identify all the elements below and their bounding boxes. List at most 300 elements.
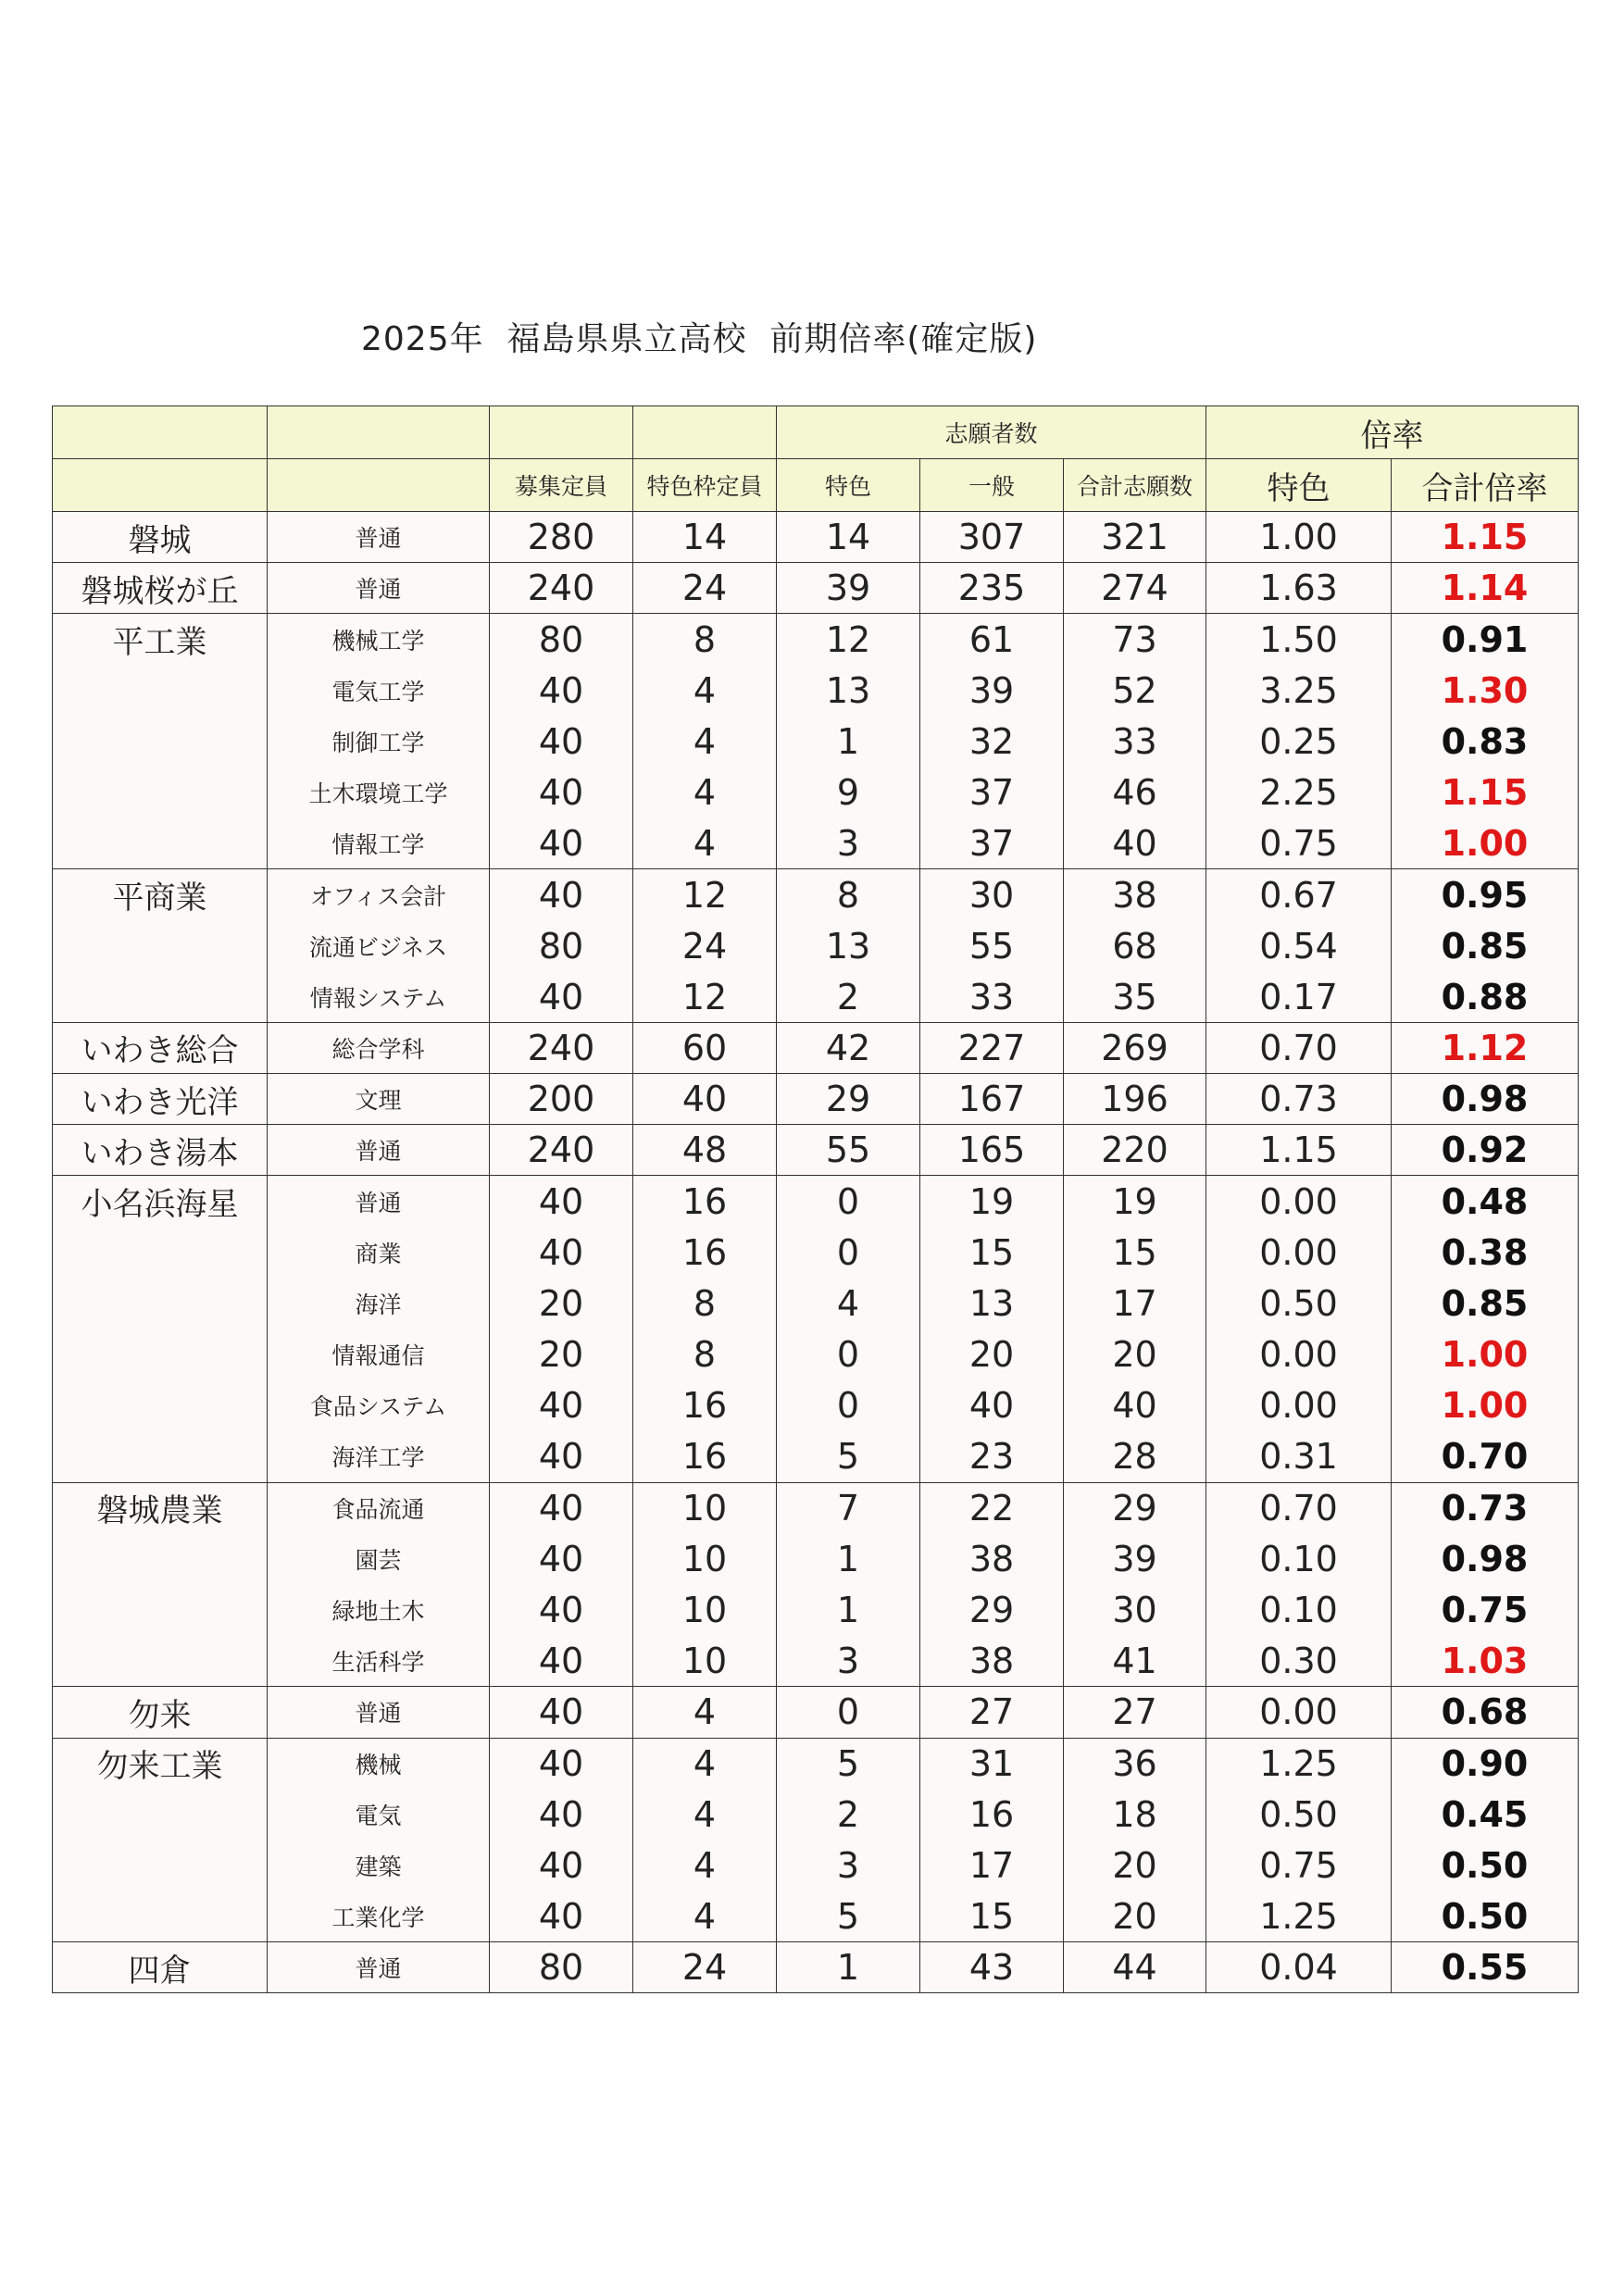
table-row — [53, 1636, 1579, 1687]
total-ratio-cell: 0.70 — [1392, 1431, 1579, 1482]
table-row — [53, 818, 1579, 869]
page-title: 2025年 福島県県立高校 前期倍率(確定版) — [361, 320, 1038, 358]
total-applicants-cell: 30 — [1064, 1584, 1206, 1635]
total-ratio-cell: 0.85 — [1392, 1278, 1579, 1329]
total-ratio-cell: 0.38 — [1392, 1227, 1579, 1278]
capacity-cell: 40 — [490, 1789, 633, 1840]
special-applicants-cell: 1 — [777, 716, 920, 767]
school-name: 磐城桜が丘 — [53, 563, 268, 614]
total-applicants-cell: 36 — [1064, 1738, 1206, 1789]
total-ratio-cell: 1.00 — [1392, 1329, 1579, 1380]
special-capacity-cell: 4 — [633, 1840, 777, 1890]
special-capacity-cell: 14 — [633, 512, 777, 563]
special-applicants-cell: 29 — [777, 1074, 920, 1125]
table-row — [53, 1584, 1579, 1635]
total-applicants-cell: 274 — [1064, 563, 1206, 614]
total-applicants-cell: 15 — [1064, 1227, 1206, 1278]
header-special-capacity: 特色枠定員 — [633, 459, 777, 512]
course-name: 海洋 — [268, 1278, 490, 1329]
header-cell-blank — [268, 459, 490, 512]
capacity-cell: 40 — [490, 1533, 633, 1584]
school-name — [53, 1891, 268, 1942]
special-ratio-cell: 0.73 — [1206, 1074, 1392, 1125]
total-ratio-cell: 0.73 — [1392, 1482, 1579, 1533]
school-name: 平工業 — [53, 614, 268, 665]
school-name — [53, 1789, 268, 1840]
special-capacity-cell: 4 — [633, 1891, 777, 1942]
header-general: 一般 — [920, 459, 1064, 512]
capacity-cell: 240 — [490, 1125, 633, 1176]
general-applicants-cell: 39 — [920, 665, 1064, 716]
special-ratio-cell: 0.00 — [1206, 1329, 1392, 1380]
school-name: 磐城農業 — [53, 1482, 268, 1533]
total-applicants-cell: 33 — [1064, 716, 1206, 767]
total-applicants-cell: 40 — [1064, 1380, 1206, 1431]
school-name — [53, 971, 268, 1022]
special-applicants-cell: 12 — [777, 614, 920, 665]
special-applicants-cell: 3 — [777, 818, 920, 869]
total-ratio-cell: 0.92 — [1392, 1125, 1579, 1176]
school-name: 四倉 — [53, 1942, 268, 1993]
special-ratio-cell: 0.70 — [1206, 1022, 1392, 1073]
special-applicants-cell: 55 — [777, 1125, 920, 1176]
special-capacity-cell: 40 — [633, 1074, 777, 1125]
general-applicants-cell: 235 — [920, 563, 1064, 614]
special-capacity-cell: 16 — [633, 1227, 777, 1278]
school-name — [53, 716, 268, 767]
total-ratio-cell: 1.15 — [1392, 512, 1579, 563]
capacity-cell: 80 — [490, 1942, 633, 1993]
total-ratio-cell: 0.85 — [1392, 920, 1579, 971]
general-applicants-cell: 38 — [920, 1533, 1064, 1584]
general-applicants-cell: 13 — [920, 1278, 1064, 1329]
general-applicants-cell: 29 — [920, 1584, 1064, 1635]
general-applicants-cell: 38 — [920, 1636, 1064, 1687]
school-name — [53, 1278, 268, 1329]
general-applicants-cell: 37 — [920, 818, 1064, 869]
total-applicants-cell: 269 — [1064, 1022, 1206, 1073]
special-applicants-cell: 5 — [777, 1738, 920, 1789]
header-row-1 — [53, 406, 1579, 459]
special-applicants-cell: 42 — [777, 1022, 920, 1073]
special-ratio-cell: 1.63 — [1206, 563, 1392, 614]
special-applicants-cell: 1 — [777, 1942, 920, 1993]
special-ratio-cell: 0.67 — [1206, 869, 1392, 920]
capacity-cell: 40 — [490, 1227, 633, 1278]
table-row — [53, 971, 1579, 1022]
total-applicants-cell: 196 — [1064, 1074, 1206, 1125]
special-ratio-cell: 1.25 — [1206, 1891, 1392, 1942]
total-ratio-cell: 0.68 — [1392, 1687, 1579, 1738]
school-name — [53, 767, 268, 817]
general-applicants-cell: 15 — [920, 1891, 1064, 1942]
special-ratio-cell: 0.00 — [1206, 1687, 1392, 1738]
special-capacity-cell: 10 — [633, 1482, 777, 1533]
table-row — [53, 1125, 1579, 1176]
table-row — [53, 1431, 1579, 1482]
special-ratio-cell: 0.50 — [1206, 1278, 1392, 1329]
total-ratio-cell: 0.75 — [1392, 1584, 1579, 1635]
school-name — [53, 920, 268, 971]
course-name: 商業 — [268, 1227, 490, 1278]
special-capacity-cell: 12 — [633, 869, 777, 920]
special-ratio-cell: 1.00 — [1206, 512, 1392, 563]
course-name: 食品システム — [268, 1380, 490, 1431]
table-row — [53, 1789, 1579, 1840]
course-name: 情報システム — [268, 971, 490, 1022]
total-ratio-cell: 1.00 — [1392, 1380, 1579, 1431]
total-ratio-cell: 0.90 — [1392, 1738, 1579, 1789]
school-name — [53, 1380, 268, 1431]
school-name: 小名浜海星 — [53, 1176, 268, 1227]
course-name: 建築 — [268, 1840, 490, 1890]
course-name: 機械 — [268, 1738, 490, 1789]
general-applicants-cell: 27 — [920, 1687, 1064, 1738]
header-cell-blank — [268, 406, 490, 459]
special-ratio-cell: 0.00 — [1206, 1176, 1392, 1227]
table-row — [53, 869, 1579, 920]
special-ratio-cell: 0.00 — [1206, 1227, 1392, 1278]
table-row — [53, 1533, 1579, 1584]
special-capacity-cell: 4 — [633, 767, 777, 817]
table-row — [53, 1482, 1579, 1533]
course-name: 土木環境工学 — [268, 767, 490, 817]
general-applicants-cell: 17 — [920, 1840, 1064, 1890]
school-name — [53, 665, 268, 716]
course-name: 普通 — [268, 1125, 490, 1176]
course-name: 普通 — [268, 512, 490, 563]
table-row — [53, 1687, 1579, 1738]
special-capacity-cell: 16 — [633, 1380, 777, 1431]
table-row — [53, 767, 1579, 817]
general-applicants-cell: 23 — [920, 1431, 1064, 1482]
header-applicants-group: 志願者数 — [777, 406, 1206, 459]
total-applicants-cell: 20 — [1064, 1891, 1206, 1942]
special-ratio-cell: 0.50 — [1206, 1789, 1392, 1840]
capacity-cell: 40 — [490, 869, 633, 920]
total-applicants-cell: 29 — [1064, 1482, 1206, 1533]
school-name: 平商業 — [53, 869, 268, 920]
capacity-cell: 40 — [490, 1687, 633, 1738]
special-ratio-cell: 0.31 — [1206, 1431, 1392, 1482]
special-capacity-cell: 12 — [633, 971, 777, 1022]
special-applicants-cell: 5 — [777, 1891, 920, 1942]
total-ratio-cell: 1.30 — [1392, 665, 1579, 716]
total-ratio-cell: 0.50 — [1392, 1891, 1579, 1942]
special-ratio-cell: 0.75 — [1206, 1840, 1392, 1890]
total-ratio-cell: 0.98 — [1392, 1533, 1579, 1584]
total-applicants-cell: 52 — [1064, 665, 1206, 716]
capacity-cell: 40 — [490, 1431, 633, 1482]
total-applicants-cell: 17 — [1064, 1278, 1206, 1329]
special-ratio-cell: 1.25 — [1206, 1738, 1392, 1789]
school-name — [53, 1329, 268, 1380]
total-ratio-cell: 1.00 — [1392, 818, 1579, 869]
header-row-2 — [53, 459, 1579, 512]
table-row — [53, 665, 1579, 716]
capacity-cell: 40 — [490, 1636, 633, 1687]
capacity-cell: 80 — [490, 920, 633, 971]
total-applicants-cell: 321 — [1064, 512, 1206, 563]
table-row — [53, 1840, 1579, 1890]
special-capacity-cell: 8 — [633, 1278, 777, 1329]
capacity-cell: 40 — [490, 767, 633, 817]
total-ratio-cell: 0.88 — [1392, 971, 1579, 1022]
header-cell-blank — [53, 459, 268, 512]
general-applicants-cell: 167 — [920, 1074, 1064, 1125]
total-ratio-cell: 0.91 — [1392, 614, 1579, 665]
table-row — [53, 1227, 1579, 1278]
course-name: 情報通信 — [268, 1329, 490, 1380]
course-name: 生活科学 — [268, 1636, 490, 1687]
special-capacity-cell: 24 — [633, 1942, 777, 1993]
total-ratio-cell: 0.95 — [1392, 869, 1579, 920]
course-name: オフィス会計 — [268, 869, 490, 920]
special-applicants-cell: 0 — [777, 1329, 920, 1380]
total-applicants-cell: 18 — [1064, 1789, 1206, 1840]
special-ratio-cell: 0.04 — [1206, 1942, 1392, 1993]
capacity-cell: 200 — [490, 1074, 633, 1125]
school-name — [53, 1584, 268, 1635]
total-ratio-cell: 0.55 — [1392, 1942, 1579, 1993]
special-ratio-cell: 1.50 — [1206, 614, 1392, 665]
capacity-cell: 80 — [490, 614, 633, 665]
header-ratio-group: 倍率 — [1206, 406, 1579, 459]
table-row — [53, 614, 1579, 665]
general-applicants-cell: 61 — [920, 614, 1064, 665]
table-row — [53, 1074, 1579, 1125]
special-ratio-cell: 1.15 — [1206, 1125, 1392, 1176]
total-applicants-cell: 35 — [1064, 971, 1206, 1022]
special-applicants-cell: 1 — [777, 1584, 920, 1635]
special-capacity-cell: 8 — [633, 614, 777, 665]
general-applicants-cell: 15 — [920, 1227, 1064, 1278]
course-name: 制御工学 — [268, 716, 490, 767]
special-ratio-cell: 0.54 — [1206, 920, 1392, 971]
total-applicants-cell: 19 — [1064, 1176, 1206, 1227]
total-applicants-cell: 220 — [1064, 1125, 1206, 1176]
capacity-cell: 40 — [490, 1584, 633, 1635]
capacity-cell: 40 — [490, 1840, 633, 1890]
general-applicants-cell: 55 — [920, 920, 1064, 971]
special-ratio-cell: 0.17 — [1206, 971, 1392, 1022]
ratio-table — [52, 406, 1579, 1993]
special-capacity-cell: 4 — [633, 665, 777, 716]
course-name: 普通 — [268, 563, 490, 614]
course-name: 園芸 — [268, 1533, 490, 1584]
header-total-ratio: 合計倍率 — [1392, 459, 1579, 512]
total-applicants-cell: 41 — [1064, 1636, 1206, 1687]
table-row — [53, 563, 1579, 614]
total-applicants-cell: 73 — [1064, 614, 1206, 665]
table-row — [53, 716, 1579, 767]
school-name: 勿来工業 — [53, 1738, 268, 1789]
general-applicants-cell: 22 — [920, 1482, 1064, 1533]
total-applicants-cell: 40 — [1064, 818, 1206, 869]
special-capacity-cell: 8 — [633, 1329, 777, 1380]
total-ratio-cell: 0.50 — [1392, 1840, 1579, 1890]
total-ratio-cell: 1.12 — [1392, 1022, 1579, 1073]
special-applicants-cell: 0 — [777, 1227, 920, 1278]
special-capacity-cell: 4 — [633, 716, 777, 767]
special-applicants-cell: 13 — [777, 920, 920, 971]
total-applicants-cell: 20 — [1064, 1840, 1206, 1890]
school-name: いわき湯本 — [53, 1125, 268, 1176]
table-row — [53, 1942, 1579, 1993]
school-name: 磐城 — [53, 512, 268, 563]
school-name — [53, 1636, 268, 1687]
special-ratio-cell: 0.70 — [1206, 1482, 1392, 1533]
special-applicants-cell: 3 — [777, 1840, 920, 1890]
capacity-cell: 40 — [490, 716, 633, 767]
school-name — [53, 1533, 268, 1584]
total-applicants-cell: 27 — [1064, 1687, 1206, 1738]
special-applicants-cell: 13 — [777, 665, 920, 716]
special-applicants-cell: 2 — [777, 971, 920, 1022]
capacity-cell: 20 — [490, 1329, 633, 1380]
special-capacity-cell: 4 — [633, 818, 777, 869]
total-ratio-cell: 1.15 — [1392, 767, 1579, 817]
course-name: 流通ビジネス — [268, 920, 490, 971]
table-row — [53, 1738, 1579, 1789]
special-ratio-cell: 0.10 — [1206, 1584, 1392, 1635]
school-name: いわき光洋 — [53, 1074, 268, 1125]
capacity-cell: 240 — [490, 563, 633, 614]
course-name: 工業化学 — [268, 1891, 490, 1942]
special-applicants-cell: 3 — [777, 1636, 920, 1687]
special-capacity-cell: 16 — [633, 1176, 777, 1227]
special-ratio-cell: 0.75 — [1206, 818, 1392, 869]
capacity-cell: 40 — [490, 1482, 633, 1533]
special-applicants-cell: 9 — [777, 767, 920, 817]
total-applicants-cell: 28 — [1064, 1431, 1206, 1482]
course-name: 文理 — [268, 1074, 490, 1125]
capacity-cell: 40 — [490, 1891, 633, 1942]
total-ratio-cell: 0.48 — [1392, 1176, 1579, 1227]
table-row — [53, 1278, 1579, 1329]
special-applicants-cell: 2 — [777, 1789, 920, 1840]
total-applicants-cell: 38 — [1064, 869, 1206, 920]
course-name: 普通 — [268, 1942, 490, 1993]
capacity-cell: 240 — [490, 1022, 633, 1073]
special-applicants-cell: 5 — [777, 1431, 920, 1482]
general-applicants-cell: 16 — [920, 1789, 1064, 1840]
school-name — [53, 1227, 268, 1278]
special-applicants-cell: 8 — [777, 869, 920, 920]
course-name: 機械工学 — [268, 614, 490, 665]
special-applicants-cell: 4 — [777, 1278, 920, 1329]
school-name — [53, 1431, 268, 1482]
special-applicants-cell: 7 — [777, 1482, 920, 1533]
capacity-cell: 40 — [490, 971, 633, 1022]
special-ratio-cell: 2.25 — [1206, 767, 1392, 817]
special-capacity-cell: 24 — [633, 563, 777, 614]
special-capacity-cell: 4 — [633, 1738, 777, 1789]
school-name — [53, 818, 268, 869]
total-applicants-cell: 46 — [1064, 767, 1206, 817]
header-special-ratio: 特色 — [1206, 459, 1392, 512]
special-ratio-cell: 0.10 — [1206, 1533, 1392, 1584]
school-name: いわき総合 — [53, 1022, 268, 1073]
header-cell-blank — [490, 406, 633, 459]
table-row — [53, 1329, 1579, 1380]
course-name: 電気工学 — [268, 665, 490, 716]
general-applicants-cell: 30 — [920, 869, 1064, 920]
special-capacity-cell: 4 — [633, 1687, 777, 1738]
general-applicants-cell: 32 — [920, 716, 1064, 767]
header-capacity: 募集定員 — [490, 459, 633, 512]
general-applicants-cell: 40 — [920, 1380, 1064, 1431]
course-name: 電気 — [268, 1789, 490, 1840]
table-row — [53, 512, 1579, 563]
course-name: 海洋工学 — [268, 1431, 490, 1482]
special-capacity-cell: 4 — [633, 1789, 777, 1840]
special-applicants-cell: 14 — [777, 512, 920, 563]
header-cell-blank — [633, 406, 777, 459]
general-applicants-cell: 20 — [920, 1329, 1064, 1380]
table-row — [53, 920, 1579, 971]
total-ratio-cell: 0.45 — [1392, 1789, 1579, 1840]
total-applicants-cell: 44 — [1064, 1942, 1206, 1993]
table-row — [53, 1022, 1579, 1073]
capacity-cell: 20 — [490, 1278, 633, 1329]
school-name — [53, 1840, 268, 1890]
special-applicants-cell: 0 — [777, 1380, 920, 1431]
total-ratio-cell: 0.98 — [1392, 1074, 1579, 1125]
capacity-cell: 40 — [490, 1176, 633, 1227]
course-name: 総合学科 — [268, 1022, 490, 1073]
general-applicants-cell: 19 — [920, 1176, 1064, 1227]
total-ratio-cell: 0.83 — [1392, 716, 1579, 767]
special-applicants-cell: 0 — [777, 1687, 920, 1738]
special-ratio-cell: 0.25 — [1206, 716, 1392, 767]
school-name: 勿来 — [53, 1687, 268, 1738]
course-name: 食品流通 — [268, 1482, 490, 1533]
table-row — [53, 1380, 1579, 1431]
special-capacity-cell: 10 — [633, 1636, 777, 1687]
general-applicants-cell: 227 — [920, 1022, 1064, 1073]
special-applicants-cell: 39 — [777, 563, 920, 614]
table-row — [53, 1176, 1579, 1227]
general-applicants-cell: 307 — [920, 512, 1064, 563]
special-capacity-cell: 10 — [633, 1584, 777, 1635]
special-ratio-cell: 0.00 — [1206, 1380, 1392, 1431]
special-capacity-cell: 60 — [633, 1022, 777, 1073]
course-name: 普通 — [268, 1687, 490, 1738]
special-applicants-cell: 1 — [777, 1533, 920, 1584]
capacity-cell: 280 — [490, 512, 633, 563]
header-cell-blank — [53, 406, 268, 459]
total-ratio-cell: 1.14 — [1392, 563, 1579, 614]
special-ratio-cell: 3.25 — [1206, 665, 1392, 716]
special-capacity-cell: 16 — [633, 1431, 777, 1482]
general-applicants-cell: 165 — [920, 1125, 1064, 1176]
special-capacity-cell: 10 — [633, 1533, 777, 1584]
special-capacity-cell: 48 — [633, 1125, 777, 1176]
general-applicants-cell: 31 — [920, 1738, 1064, 1789]
general-applicants-cell: 37 — [920, 767, 1064, 817]
general-applicants-cell: 43 — [920, 1942, 1064, 1993]
total-applicants-cell: 39 — [1064, 1533, 1206, 1584]
table-row — [53, 1891, 1579, 1942]
course-name: 普通 — [268, 1176, 490, 1227]
total-applicants-cell: 20 — [1064, 1329, 1206, 1380]
course-name: 緑地土木 — [268, 1584, 490, 1635]
capacity-cell: 40 — [490, 1380, 633, 1431]
capacity-cell: 40 — [490, 665, 633, 716]
total-applicants-cell: 68 — [1064, 920, 1206, 971]
special-capacity-cell: 24 — [633, 920, 777, 971]
